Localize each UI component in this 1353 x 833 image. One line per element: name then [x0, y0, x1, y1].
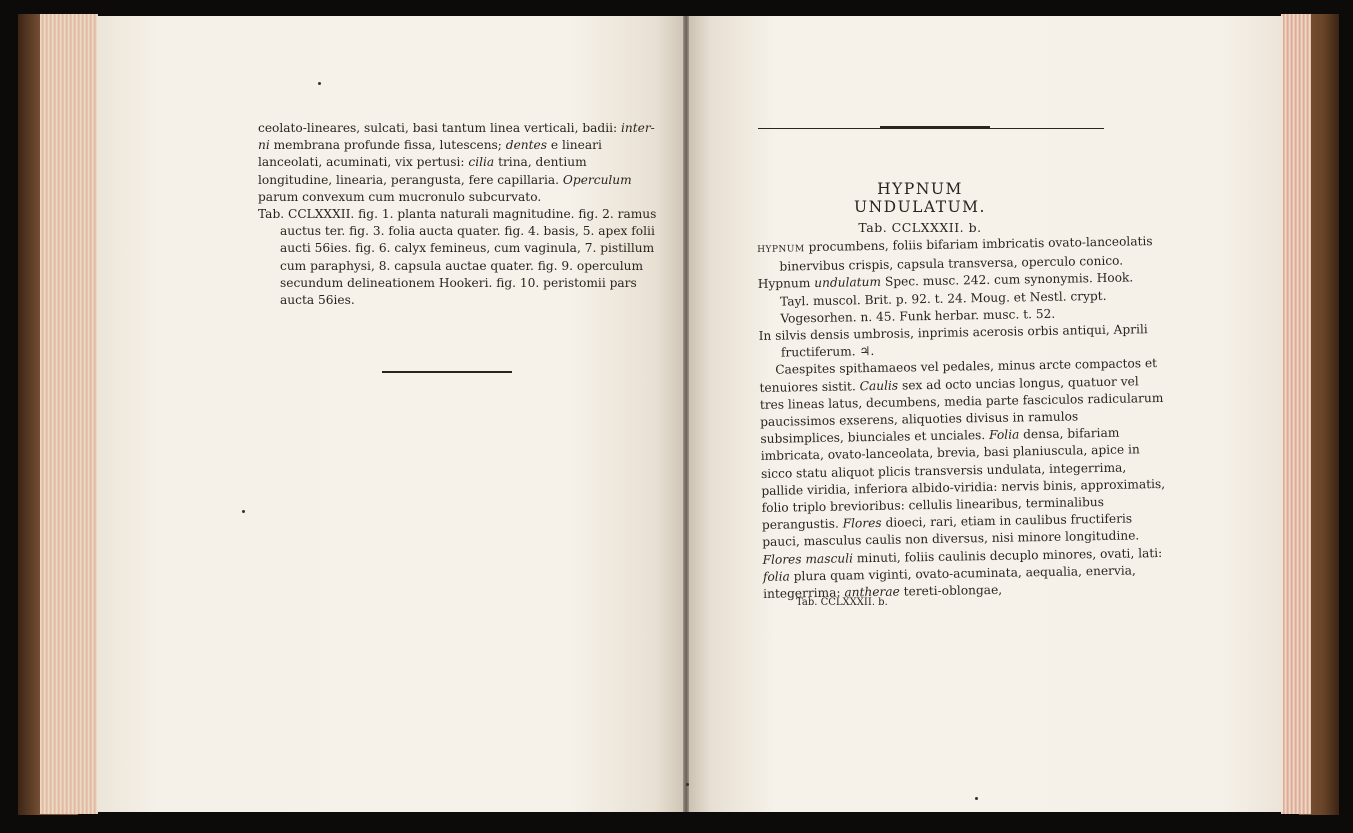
text-run: parum convexum cum mucronulo subcurvato.	[258, 189, 542, 204]
right-top-rule-thick	[880, 126, 990, 129]
right-page-edges	[1281, 14, 1311, 814]
book-gutter	[683, 16, 689, 812]
left-page-text	[258, 120, 660, 309]
italic-term: Caulis	[859, 378, 899, 393]
italic-term: antherae	[844, 584, 900, 600]
catchword: Tab. CCLXXXII. b.	[796, 597, 888, 608]
italic-term: inter-ni	[258, 121, 655, 153]
text-run: dioeci, rari, etiam in caulibus fructiferis pauci, masculus caulis non diversus, nisi minore longitudine.	[762, 511, 1140, 550]
paper-speck	[318, 82, 321, 85]
text-run: densa, bifariam imbricata, ovato-lanceolata, brevia, basi planiuscula, apice in sicco statu aliquot plicis transversis undulata, integerrima, pallide viridia, inferiora albido-viridia: nervis binis, approximatis, folio triplo brevioribus: cellulis linearibus, terminalibus perangustis.	[760, 425, 1166, 533]
genus-lead-word: HYPNUM	[757, 244, 805, 255]
italic-term: Flores	[842, 516, 882, 531]
text-run: Caespites spithamaeos vel pedales, minus arcte compactos et tenuiores sistit.	[759, 356, 1158, 395]
italic-term: undulatum	[814, 275, 882, 291]
paragraph	[758, 269, 1164, 328]
paper-speck	[242, 510, 245, 513]
text-run: In silvis densis umbrosis, inprimis acerosis orbis antiqui, Aprili fructiferum. ♃.	[758, 322, 1148, 360]
text-run: e lineari lanceolati, acuminati, vix pertusi:	[258, 138, 602, 170]
species-heading	[820, 180, 1020, 235]
text-run: membrana profunde fissa, lutescens;	[269, 138, 506, 153]
italic-term: Folia	[988, 427, 1020, 443]
italic-term: Operculum	[562, 172, 632, 187]
paragraph	[759, 355, 1168, 603]
paper-speck	[686, 783, 689, 786]
plate-reference: Tab. CCLXXXII. b.	[858, 220, 982, 235]
text-run: Tab. CCLXXXII. fig. 1. planta naturali magnitudine. fig. 2. ramus auctus ter. fig. 3. folia aucta quater. fig. 4. basis, 5. apex folii aucti 56ies. fig. 6. calyx femineus, cum vaginula, 7. pistillum cum paraphysi, 8. capsula auctae quater. fig. 9. operculum secundum delineationem Hookeri. fig. 10. peristomii pars aucta 56ies.	[258, 207, 657, 308]
text-run: tereti-oblongae,	[899, 582, 1003, 599]
left-divider-rule	[382, 371, 512, 373]
text-run: sex ad octo uncias longus, quatuor vel tres lineas latus, decumbens, media parte fasciculos radicularum paucissimos exserens, aliquoties divisus in ramulos subsimplices, biunciales et unciales.	[759, 373, 1164, 447]
text-run: ceolato-lineares, sulcati, basi tantum linea verticali, badii:	[258, 121, 621, 135]
italic-term: cilia	[468, 155, 495, 170]
italic-term: folia	[762, 569, 790, 584]
text-run: plura quam viginti, ovato-acuminata, aequalia, enervia, integerrima:	[763, 563, 1136, 602]
paper-speck	[975, 797, 978, 800]
species-title: HYPNUM UNDULATUM.	[854, 180, 986, 216]
text-run: minuti, foliis caulinis decuplo minores, ovati, lati:	[852, 545, 1163, 566]
diagnosis-text: procumbens, foliis bifariam imbricatis ovato-lanceolatis binervibus crispis, capsula transversa, operculo conico.	[779, 234, 1153, 274]
paragraph	[258, 206, 660, 309]
paragraph	[258, 120, 660, 206]
right-page-text	[757, 233, 1168, 603]
left-page-edges	[40, 14, 98, 814]
italic-term: Flores masculi	[762, 551, 854, 567]
text-run: trina, dentium longitudine, linearia, perangusta, fere capillaria.	[258, 155, 587, 187]
text-run: Hypnum	[757, 276, 815, 292]
text-run: Spec. musc. 242. cum synonymis. Hook. Tayl. muscol. Brit. p. 92. t. 24. Moug. et Nestl. crypt. Vogesorhen. n. 45. Funk herbar. musc. t. 52.	[779, 270, 1134, 326]
italic-term: dentes	[505, 138, 548, 153]
